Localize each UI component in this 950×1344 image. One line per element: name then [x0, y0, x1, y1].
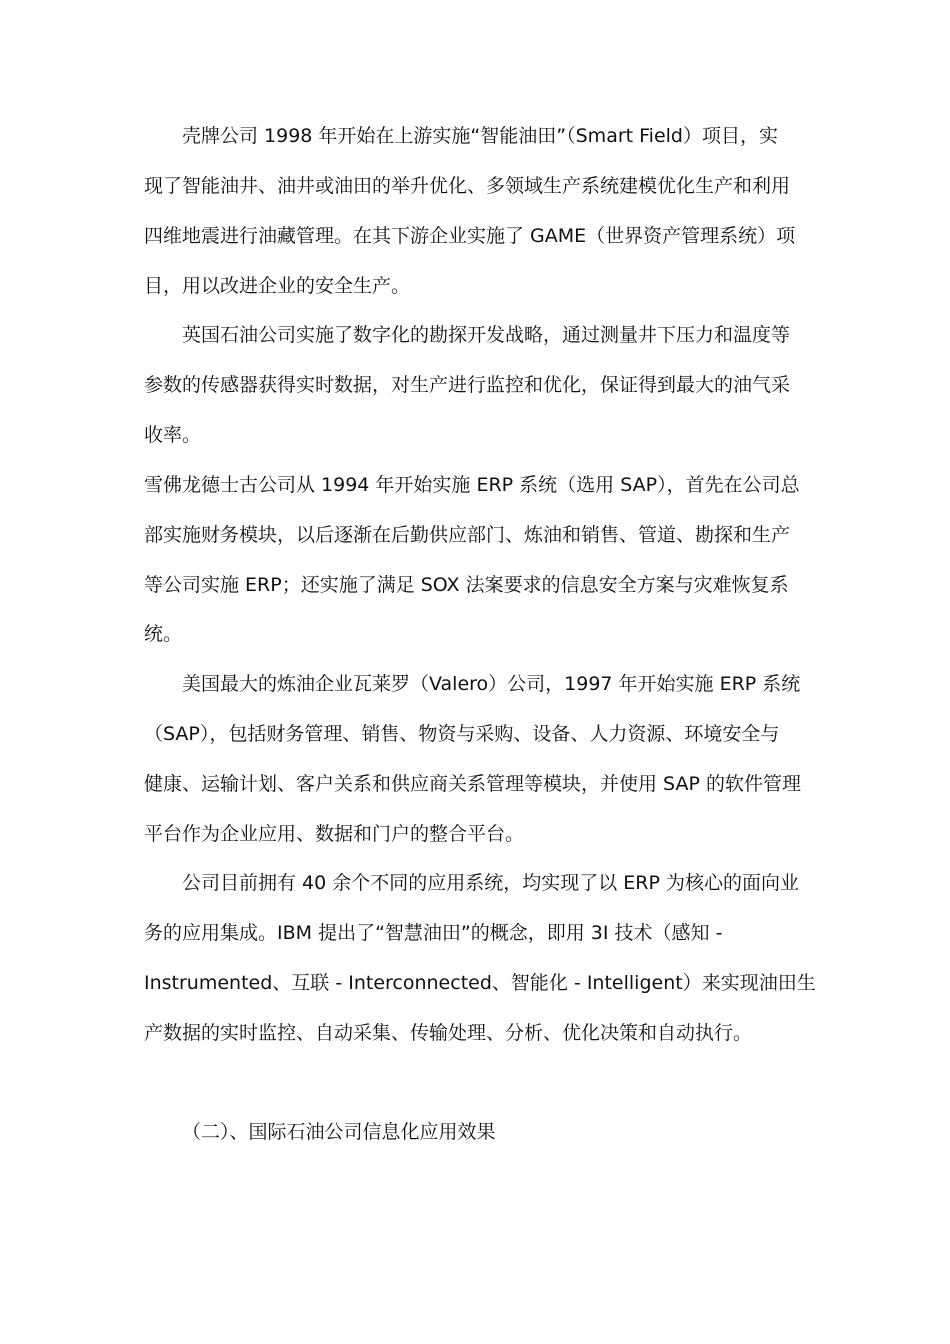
paragraph-line: 平台作为企业应用、数据和门户的整合平台。: [144, 823, 525, 845]
paragraph-line: 部实施财务模块，以后逐渐在后勤供应部门、炼油和销售、管道、勘探和生产: [144, 524, 791, 546]
paragraph-line: 统。: [144, 623, 183, 645]
paragraph-line: 壳牌公司 1998 年开始在上游实施“智能油田”（Smart Field）项目，实: [182, 125, 778, 147]
paragraph-line: 美国最大的炼油企业瓦莱罗（Valero）公司，1997 年开始实施 ERP 系统: [182, 673, 801, 695]
paragraph-line: 收率。: [144, 424, 202, 446]
paragraph-line: 等公司实施 ERP；还实施了满足 SOX 法案要求的信息安全方案与灾难恢复系: [144, 574, 789, 596]
paragraph-line: 目，用以改进企业的安全生产。: [144, 275, 411, 297]
paragraph-line: （SAP），包括财务管理、销售、物资与采购、设备、人力资源、环境安全与: [144, 723, 780, 745]
paragraph-line: 英国石油公司实施了数字化的勘探开发战略，通过测量井下压力和温度等: [182, 324, 791, 346]
paragraph-line: 雪佛龙德士古公司从 1994 年开始实施 ERP 系统（选用 SAP），首先在公司总: [144, 474, 800, 496]
paragraph-line: Instrumented、互联 - Interconnected、智能化 - Intelligent）来实现油田生: [144, 972, 816, 994]
paragraph-line: 产数据的实时监控、自动采集、传输处理、分析、优化决策和自动执行。: [144, 1022, 753, 1044]
paragraph-line: 公司目前拥有 40 余个不同的应用系统，均实现了以 ERP 为核心的面向业: [182, 872, 800, 894]
paragraph-line: 务的应用集成。IBM 提出了“智慧油田”的概念，即用 3I 技术（感知 -: [144, 922, 723, 944]
paragraph-line: 四维地震进行油藏管理。在其下游企业实施了 GAME（世界资产管理系统）项: [144, 225, 796, 247]
section-heading: （二）、国际石油公司信息化应用效果: [182, 1121, 496, 1143]
paragraph-line: 健康、运输计划、客户关系和供应商关系管理等模块，并使用 SAP 的软件管理: [144, 773, 801, 795]
paragraph-line: 现了智能油井、油井或油田的举升优化、多领域生产系统建模优化生产和利用: [144, 175, 791, 197]
paragraph-line: 参数的传感器获得实时数据，对生产进行监控和优化，保证得到最大的油气采: [144, 374, 791, 396]
